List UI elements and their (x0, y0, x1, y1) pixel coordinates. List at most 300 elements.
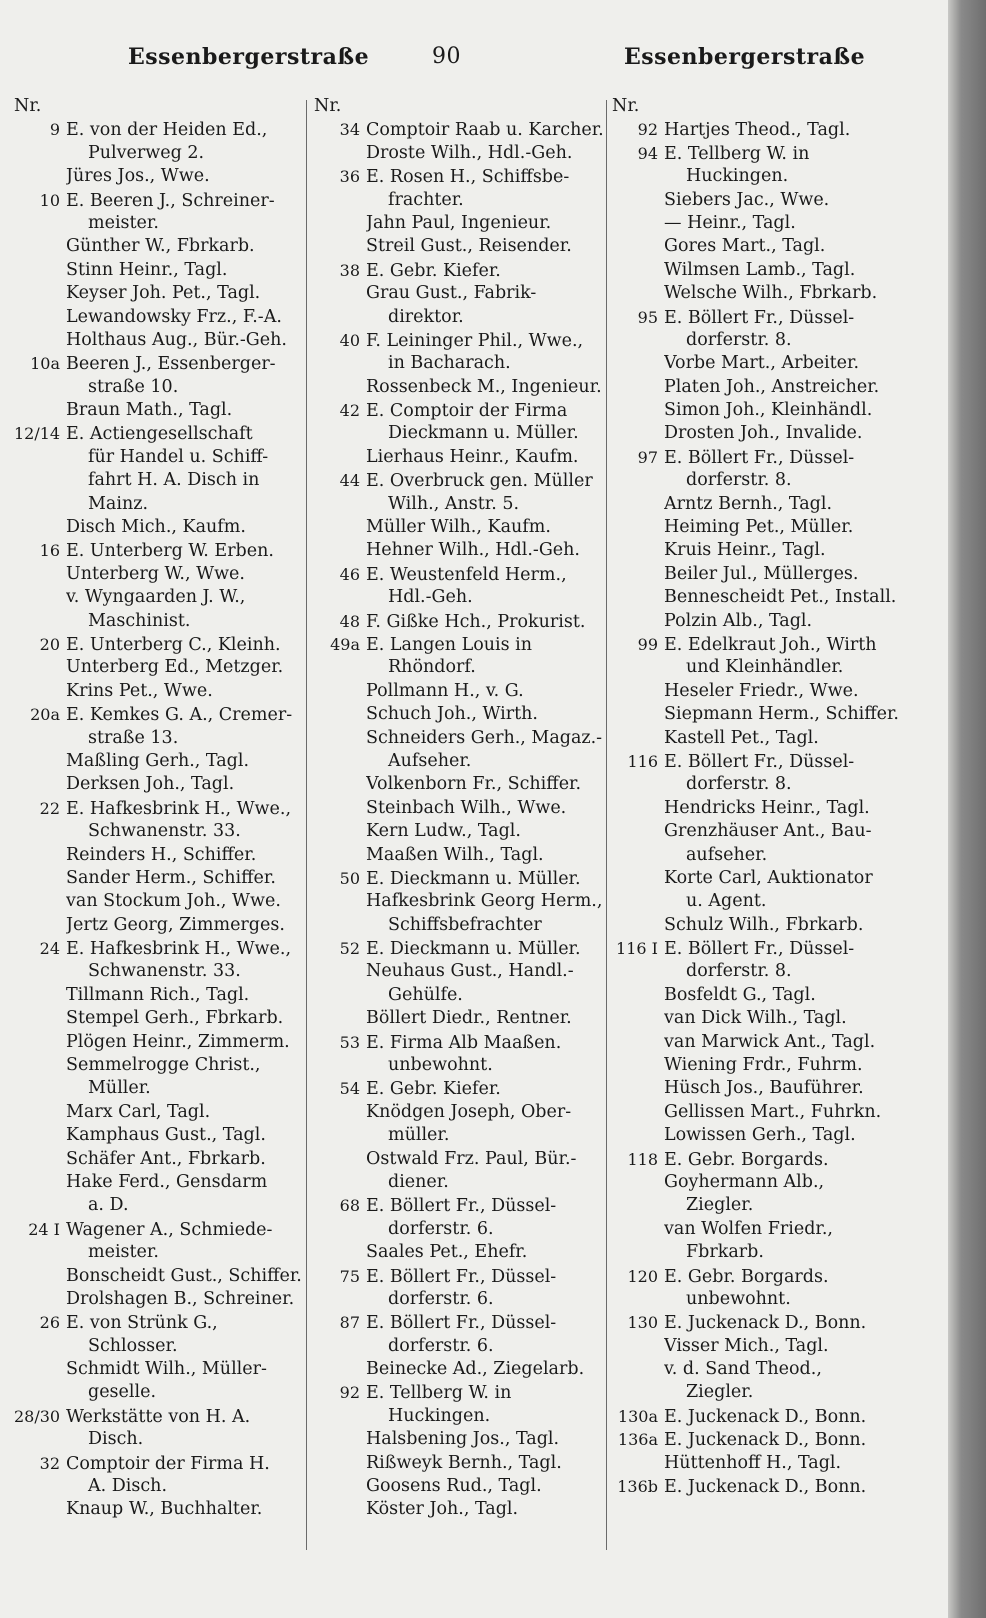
entry-text: Disch Mich., Kaufm. (66, 517, 246, 538)
directory-entry-line (612, 563, 912, 586)
house-number: 130a (617, 1406, 658, 1426)
entry-text: Ziegler. (686, 1195, 754, 1216)
entry-text: Semmelrogge Christ., (66, 1055, 261, 1076)
directory-entry-line (14, 469, 304, 492)
page-number: 90 (432, 44, 461, 69)
house-number: 136b (617, 1477, 658, 1497)
directory-entry-line (14, 1381, 304, 1404)
entry-text: E. Dieckmann u. Müller. (366, 939, 581, 960)
entry-text: E. von der Heiden Ed., (66, 120, 268, 141)
column-1 (14, 95, 304, 1595)
directory-entry-line (314, 820, 604, 843)
entry-text: Plögen Heinr., Zimmerm. (66, 1031, 290, 1052)
house-number: 75 (339, 1266, 360, 1286)
directory-entry-line (314, 1241, 604, 1264)
entry-text: Streil Gust., Reisender. (366, 236, 572, 257)
house-number: 40 (339, 330, 360, 350)
running-head-right: Essenbergerstraße (624, 44, 866, 70)
directory-entry-line (612, 376, 912, 399)
entry-text: Knödgen Joseph, Ober- (366, 1101, 572, 1122)
directory-entry-line (314, 352, 604, 375)
house-number: 118 (627, 1149, 658, 1169)
entry-text: Beinecke Ad., Ziegelarb. (366, 1359, 585, 1380)
directory-entry-line (612, 1405, 912, 1428)
directory-entry-line (314, 1148, 604, 1171)
directory-entry-line (314, 586, 604, 609)
directory-entry-line (14, 844, 304, 867)
entry-text: Droste Wilh., Hdl.-Geh. (366, 142, 573, 163)
directory-entry-line (14, 1475, 304, 1498)
house-number: 22 (39, 798, 60, 818)
entry-text: Hehner Wilh., Hdl.-Geh. (366, 540, 580, 561)
house-number: 92 (637, 120, 658, 140)
entry-text: E. Böllert Fr., Düssel- (664, 751, 855, 772)
directory-entry-line (612, 329, 912, 352)
directory-entry-line (14, 1335, 304, 1358)
entry-text: Beiler Jul., Müllerges. (664, 563, 859, 584)
directory-entry-line (612, 469, 912, 492)
entry-text: E. Weustenfeld Herm., (366, 564, 567, 585)
directory-entry-line (14, 189, 304, 212)
directory-entry-line (314, 235, 604, 258)
entry-text: E. Böllert Fr., Düssel- (664, 939, 855, 960)
directory-entry-line (612, 797, 912, 820)
entry-text: Pulverweg 2. (88, 142, 205, 163)
entry-text: dorferstr. 6. (388, 1288, 494, 1309)
directory-entry-line (314, 1265, 604, 1288)
entry-text: Gehülfe. (388, 984, 463, 1005)
directory-entry-line (612, 960, 912, 983)
entry-text: u. Agent. (686, 891, 767, 912)
entry-text: Jertz Georg, Zimmerges. (66, 914, 285, 935)
entry-text: Hendricks Heinr., Tagl. (664, 797, 870, 818)
directory-entry-line (612, 1428, 912, 1451)
entry-text: und Kleinhändler. (686, 657, 844, 678)
directory-entry-line (14, 282, 304, 305)
entry-text: in Bacharach. (388, 353, 511, 374)
entry-text: Holthaus Aug., Bür.-Geh. (66, 329, 287, 350)
entry-text: Welsche Wilh., Fbrkarb. (664, 283, 878, 304)
entry-text: Kern Ludw., Tagl. (366, 821, 521, 842)
entry-text: dorferstr. 8. (686, 329, 792, 350)
directory-entry-line (314, 1428, 604, 1451)
entry-text: Stinn Heinr., Tagl. (66, 259, 228, 280)
directory-entry-line (612, 282, 912, 305)
directory-entry-line (612, 984, 912, 1007)
directory-entry-line (612, 352, 912, 375)
directory-entry-line (612, 1358, 912, 1381)
entry-text: Keyser Joh. Pet., Tagl. (66, 283, 261, 304)
directory-entry-line (14, 797, 304, 820)
column-label (314, 95, 604, 118)
entry-text: a. D. (88, 1195, 129, 1216)
directory-entry-line (612, 189, 912, 212)
house-number: 16 (39, 541, 60, 561)
directory-entry-line (314, 376, 604, 399)
directory-entry-line (14, 656, 304, 679)
entry-text: Wilh., Anstr. 5. (388, 493, 520, 514)
house-number: 130 (627, 1313, 658, 1333)
entry-text: Kastell Pet., Tagl. (664, 727, 819, 748)
directory-entry-line (314, 633, 604, 656)
directory-entry-line (314, 259, 604, 282)
directory-entry-line (612, 727, 912, 750)
column-label (14, 95, 304, 118)
entry-text: Comptoir Raab u. Karcher. (366, 120, 604, 141)
directory-entry-line (314, 1381, 604, 1404)
entry-text: Bennescheidt Pet., Install. (664, 587, 897, 608)
directory-entry-line (612, 399, 912, 422)
directory-entry-line (612, 773, 912, 796)
directory-entry-line (14, 1031, 304, 1054)
directory-entry-line (612, 1452, 912, 1475)
entry-text: Platen Joh., Anstreicher. (664, 376, 880, 397)
entry-text: straße 13. (88, 727, 179, 748)
directory-entry-line (314, 563, 604, 586)
entry-text: E. Unterberg W. Erben. (66, 541, 274, 562)
entry-text: Vorbe Mart., Arbeiter. (664, 353, 860, 374)
entry-text: E. Actiengesellschaft (66, 424, 253, 445)
entry-text: E. Unterberg C., Kleinh. (66, 634, 281, 655)
entry-text: diener. (388, 1171, 449, 1192)
entry-text: F. Leininger Phil., Wwe., (366, 330, 584, 351)
entry-text: Comptoir der Firma H. (66, 1453, 270, 1474)
directory-entry-line (314, 142, 604, 165)
entry-text: Braun Math., Tagl. (66, 400, 233, 421)
directory-entry-line (314, 844, 604, 867)
entry-text: Goyhermann Alb., (664, 1171, 825, 1192)
directory-entry-line (14, 1171, 304, 1194)
directory-entry-line (14, 1405, 304, 1428)
entry-text: E. Böllert Fr., Düssel- (664, 447, 855, 468)
entry-text: Reinders H., Schiffer. (66, 844, 257, 865)
entry-text: dorferstr. 8. (686, 470, 792, 491)
directory-entry-line (14, 376, 304, 399)
directory-entry-line (314, 703, 604, 726)
directory-entry-line (612, 1265, 912, 1288)
directory-entry-line (314, 306, 604, 329)
directory-entry-line (612, 1475, 912, 1498)
entry-text: Dieckmann u. Müller. (388, 423, 579, 444)
entry-text: van Marwick Ant., Tagl. (664, 1031, 876, 1052)
house-number: 34 (339, 120, 360, 140)
directory-entry-line (14, 1124, 304, 1147)
directory-entry-line (612, 165, 912, 188)
entry-text: dorferstr. 6. (388, 1335, 494, 1356)
entry-text: Werkstätte von H. A. (66, 1406, 251, 1427)
house-number: 50 (339, 868, 360, 888)
entry-text: Saales Pet., Ehefr. (366, 1242, 528, 1263)
directory-entry-line (14, 914, 304, 937)
entry-text: Nr. (14, 96, 42, 116)
directory-entry-line (314, 797, 604, 820)
directory-entry-line (314, 446, 604, 469)
entry-text: Wiening Frdr., Fuhrm. (664, 1055, 863, 1076)
directory-entry-line (14, 235, 304, 258)
directory-entry-line (14, 610, 304, 633)
entry-text: Unterberg W., Wwe. (66, 563, 245, 584)
directory-entry-line (314, 1077, 604, 1100)
entry-text: F. Gißke Hch., Prokurist. (366, 611, 586, 632)
entry-text: Pollmann H., v. G. (366, 680, 524, 701)
entry-text: Lewandowsky Frz., F.-A. (66, 306, 282, 327)
entry-text: Lierhaus Heinr., Kaufm. (366, 446, 579, 467)
entry-text: Jüres Jos., Wwe. (66, 166, 210, 187)
directory-entry-line (314, 165, 604, 188)
directory-entry-line (314, 960, 604, 983)
directory-entry-line (14, 773, 304, 796)
entry-text: Grenzhäuser Ant., Bau- (664, 821, 872, 842)
entry-text: Mainz. (88, 493, 149, 514)
directory-entry-line (612, 890, 912, 913)
house-number: 10a (30, 354, 60, 374)
directory-entry-line (14, 727, 304, 750)
entry-text: E. Langen Louis in (366, 634, 533, 655)
directory-entry-line (612, 1077, 912, 1100)
entry-text: Maßling Gerh., Tagl. (66, 750, 250, 771)
entry-text: E. Overbruck gen. Müller (366, 471, 593, 492)
entry-text: Knaup W., Buchhalter. (66, 1499, 263, 1520)
directory-entry-line (314, 539, 604, 562)
entry-text: Schäfer Ant., Fbrkarb. (66, 1148, 266, 1169)
column-divider (306, 100, 307, 1550)
entry-text: Schmidt Wilh., Müller- (66, 1359, 267, 1380)
directory-entry-line (14, 446, 304, 469)
entry-text: Kamphaus Gust., Tagl. (66, 1125, 266, 1146)
directory-entry-line (14, 563, 304, 586)
directory-entry-line (14, 493, 304, 516)
directory-entry-line (14, 1218, 304, 1241)
entry-text: Polzin Alb., Tagl. (664, 610, 813, 631)
directory-entry-line (612, 750, 912, 773)
entry-text: Ziegler. (686, 1382, 754, 1403)
entry-text: Müller Wilh., Kaufm. (366, 517, 551, 538)
entry-text: E. Gebr. Kiefer. (366, 1079, 501, 1100)
directory-entry-line (314, 1358, 604, 1381)
entry-text: Derksen Joh., Tagl. (66, 774, 235, 795)
house-number: 97 (637, 447, 658, 467)
directory-entry-line (314, 1498, 604, 1521)
directory-entry-line (612, 422, 912, 445)
directory-entry-line (314, 867, 604, 890)
directory-entry-line (14, 1054, 304, 1077)
directory-entry-line (14, 1007, 304, 1030)
directory-entry-line (612, 1218, 912, 1241)
directory-entry-line (612, 1124, 912, 1147)
entry-text: Maschinist. (88, 610, 191, 631)
entry-text: E. Gebr. Borgards. (664, 1266, 829, 1287)
entry-text: Drolshagen B., Schreiner. (66, 1288, 295, 1309)
entry-text: Ostwald Frz. Paul, Bür.- (366, 1148, 577, 1169)
entry-text: E. Böllert Fr., Düssel- (366, 1266, 557, 1287)
entry-text: van Stockum Joh., Wwe. (66, 891, 281, 912)
directory-entry-line (314, 1452, 604, 1475)
entry-text: v. Wyngaarden J. W., (66, 587, 246, 608)
directory-entry-line (612, 1031, 912, 1054)
directory-entry-line (14, 422, 304, 445)
house-number: 52 (339, 939, 360, 959)
entry-text: dorferstr. 6. (388, 1218, 494, 1239)
page-edge (948, 0, 986, 1618)
entry-text: Hake Ferd., Gensdarm (66, 1171, 268, 1192)
house-number: 53 (339, 1032, 360, 1052)
house-number: 116 I (616, 939, 658, 959)
directory-entry-line (314, 1194, 604, 1217)
directory-entry-line (612, 446, 912, 469)
house-number: 24 (39, 939, 60, 959)
entry-text: Müller. (88, 1078, 151, 1099)
house-number: 12/14 (14, 424, 61, 444)
entry-text: dorferstr. 8. (686, 774, 792, 795)
column-3 (612, 95, 912, 1595)
house-number: 26 (39, 1313, 60, 1333)
entry-text: Grau Gust., Fabrik- (366, 283, 537, 304)
directory-entry-line (314, 680, 604, 703)
entry-text: unbewohnt. (388, 1055, 493, 1076)
directory-entry-line (314, 1124, 604, 1147)
entry-text: Aufseher. (388, 750, 472, 771)
entry-text: für Handel u. Schiff- (88, 446, 269, 467)
running-head-left: Essenbergerstraße (128, 44, 370, 70)
directory-entry-line (14, 867, 304, 890)
entry-text: E. Edelkraut Joh., Wirth (664, 634, 877, 655)
entry-text: direktor. (388, 306, 464, 327)
entry-text: van Wolfen Friedr., (664, 1218, 833, 1239)
directory-entry-line (612, 1054, 912, 1077)
directory-entry-line (14, 118, 304, 141)
directory-entry-line (612, 937, 912, 960)
directory-entry-line (314, 1101, 604, 1124)
directory-entry-line (314, 118, 604, 141)
entry-text: Schulz Wilh., Fbrkarb. (664, 914, 864, 935)
house-number: 38 (339, 260, 360, 280)
entry-text: Korte Carl, Auktionator (664, 867, 873, 888)
directory-entry-line (612, 1241, 912, 1264)
entry-text: A. Disch. (88, 1476, 168, 1497)
house-number: 20a (30, 705, 60, 725)
entry-text: Fbrkarb. (686, 1242, 764, 1263)
directory-entry-line (612, 610, 912, 633)
entry-text: Huckingen. (388, 1405, 491, 1426)
house-number: 48 (339, 611, 360, 631)
house-number: 9 (49, 120, 60, 140)
directory-entry-line (314, 1475, 604, 1498)
house-number: 24 I (28, 1219, 60, 1239)
directory-entry-line (14, 165, 304, 188)
entry-text: Hartjes Theod., Tagl. (664, 120, 851, 141)
directory-entry-line (612, 259, 912, 282)
entry-text: Maaßen Wilh., Tagl. (366, 844, 544, 865)
directory-entry-line (314, 282, 604, 305)
entry-text: Disch. (88, 1429, 144, 1450)
directory-entry-line (314, 1288, 604, 1311)
entry-text: Schwanenstr. 33. (88, 821, 241, 842)
entry-text: Krins Pet., Wwe. (66, 680, 213, 701)
entry-text: E. Juckenack D., Bonn. (664, 1406, 867, 1427)
entry-text: Jahn Paul, Ingenieur. (366, 212, 552, 233)
directory-entry-line (14, 399, 304, 422)
directory-entry-line (612, 820, 912, 843)
entry-text: E. Böllert Fr., Düssel- (664, 307, 855, 328)
house-number: 92 (339, 1383, 360, 1403)
entry-text: Huckingen. (686, 166, 789, 187)
directory-entry-line (14, 1452, 304, 1475)
directory-entry-line (612, 867, 912, 890)
entry-text: Lowissen Gerh., Tagl. (664, 1125, 856, 1146)
column-divider (606, 100, 607, 1550)
house-number: 20 (39, 634, 60, 654)
directory-entry-line (14, 703, 304, 726)
directory-entry-line (14, 586, 304, 609)
entry-text: Schneiders Gerh., Magaz.- (366, 727, 603, 748)
entry-text: E. Gebr. Kiefer. (366, 260, 501, 281)
directory-entry-line (314, 329, 604, 352)
house-number: 99 (637, 634, 658, 654)
entry-text: Steinbach Wilh., Wwe. (366, 797, 567, 818)
entry-text: E. Hafkesbrink H., Wwe., (66, 798, 292, 819)
entry-text: Arntz Bernh., Tagl. (664, 493, 833, 514)
house-number: 42 (339, 401, 360, 421)
entry-text: van Dick Wilh., Tagl. (664, 1008, 847, 1029)
directory-entry-line (14, 1194, 304, 1217)
directory-entry-line (612, 1171, 912, 1194)
entry-text: Schuch Joh., Wirth. (366, 704, 538, 725)
entry-text: Wagener A., Schmiede- (66, 1219, 273, 1240)
house-number: 44 (339, 471, 360, 491)
directory-entry-line (612, 586, 912, 609)
entry-text: E. Böllert Fr., Düssel- (366, 1313, 557, 1334)
entry-text: Goosens Rud., Tagl. (366, 1476, 542, 1497)
directory-entry-line (14, 539, 304, 562)
directory-entry-line (14, 937, 304, 960)
entry-text: straße 10. (88, 376, 179, 397)
directory-entry-line (314, 1054, 604, 1077)
entry-text: E. Juckenack D., Bonn. (664, 1313, 867, 1334)
entry-text: Marx Carl, Tagl. (66, 1101, 211, 1122)
directory-entry-line (14, 680, 304, 703)
house-number: 68 (339, 1196, 360, 1216)
house-number: 49a (330, 634, 360, 654)
directory-entry-line (14, 352, 304, 375)
entry-text: Tillmann Rich., Tagl. (66, 984, 250, 1005)
directory-entry-line (314, 516, 604, 539)
directory-entry-line (14, 212, 304, 235)
entry-text: E. Dieckmann u. Müller. (366, 868, 581, 889)
entry-text: dorferstr. 8. (686, 961, 792, 982)
directory-entry-line (612, 680, 912, 703)
entry-text: aufseher. (686, 844, 768, 865)
directory-entry-line (314, 890, 604, 913)
entry-text: Rißweyk Bernh., Tagl. (366, 1452, 562, 1473)
directory-entry-line (314, 189, 604, 212)
house-number: 95 (637, 307, 658, 327)
directory-entry-line (612, 1335, 912, 1358)
directory-entry-line (612, 118, 912, 141)
directory-entry-line (14, 259, 304, 282)
entry-text: geselle. (88, 1382, 157, 1403)
entry-text: Hüsch Jos., Bauführer. (664, 1078, 864, 1099)
entry-text: Wilmsen Lamb., Tagl. (664, 259, 856, 280)
entry-text: Böllert Diedr., Rentner. (366, 1008, 572, 1029)
directory-entry-line (314, 1311, 604, 1334)
entry-text: Köster Joh., Tagl. (366, 1499, 519, 1520)
entry-text: Unterberg Ed., Metzger. (66, 657, 284, 678)
entry-text: Heseler Friedr., Wwe. (664, 680, 859, 701)
directory-entry-line (314, 399, 604, 422)
house-number: 116 (627, 751, 658, 771)
directory-entry-line (314, 914, 604, 937)
directory-entry-line (612, 703, 912, 726)
